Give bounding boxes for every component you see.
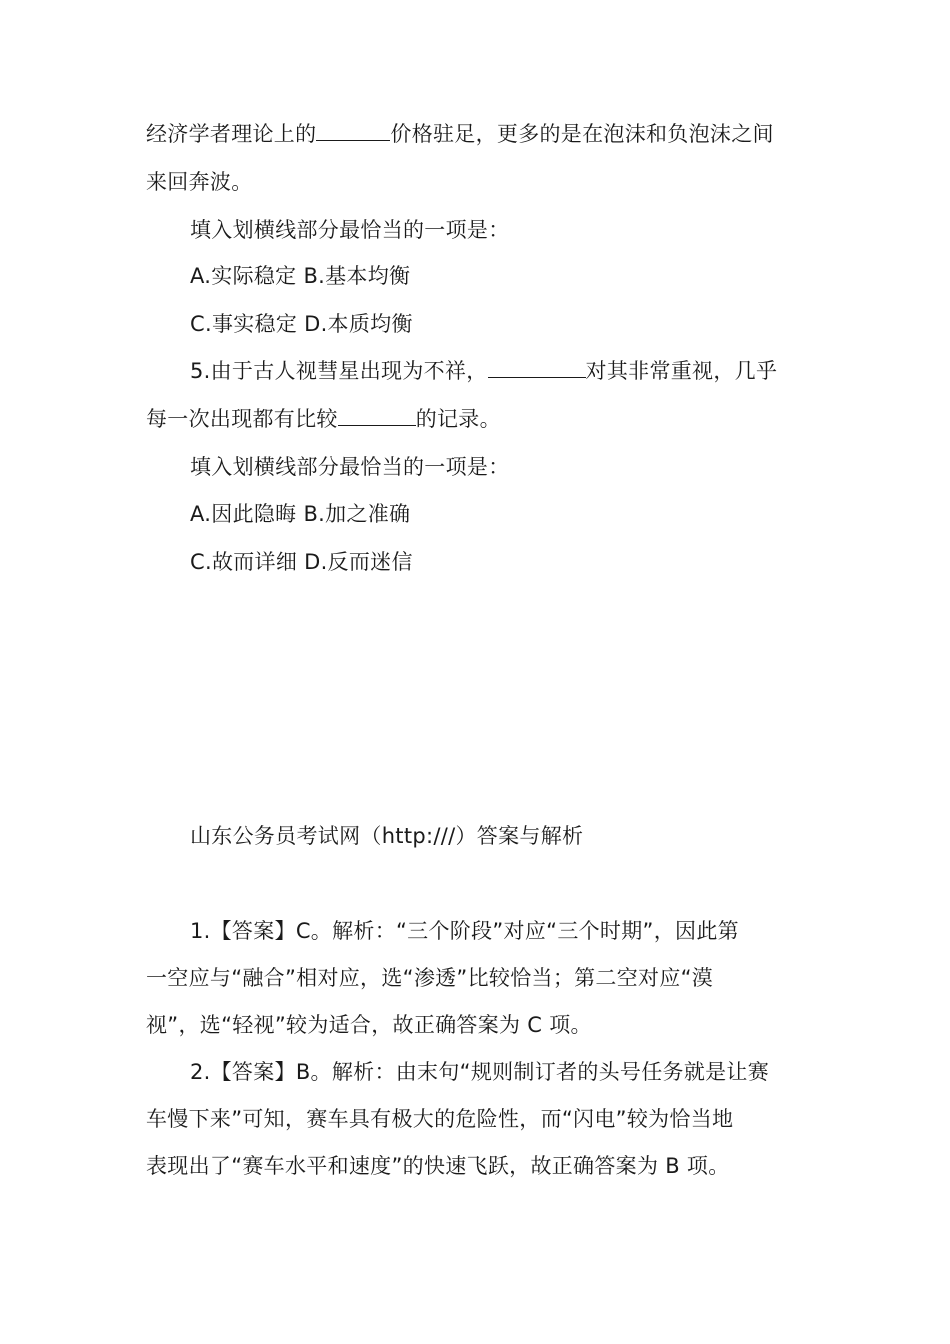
answer1-line-1: 1.【答案】C。解析：“三个阶段”对应“三个时期”，因此第 <box>190 919 739 943</box>
q5-text-line-1 <box>190 357 816 385</box>
answer2-line-1: 2.【答案】B。解析：由末句“规则制订者的头号任务就是让赛 <box>190 1060 770 1084</box>
answer1-line-3: 视”，选“轻视”较为适合，故正确答案为 C 项。 <box>146 1013 592 1037</box>
answer2-line-2: 车慢下来”可知，赛车具有极大的危险性，而“闪电”较为恰当地 <box>146 1107 734 1131</box>
q4-text-line-1 <box>146 120 816 148</box>
fill-in-blank <box>488 359 586 378</box>
q5-prompt: 填入划横线部分最恰当的一项是： <box>190 455 510 479</box>
q5-text-line-2-part1: 每一次出现都有比较 <box>146 407 338 431</box>
q4-text-line-2: 来回奔波。 <box>146 170 253 194</box>
q4-text-line-1-part1: 经济学者理论上的 <box>146 122 317 146</box>
fill-in-blank <box>338 407 416 426</box>
q5-options-row-2: C.故而详细 D.反而迷信 <box>190 550 413 574</box>
q5-text-line-1-part1: 5.由于古人视彗星出现为不祥， <box>190 359 488 383</box>
q5-text-line-1-part2: 对其非常重视，几乎 <box>585 359 778 383</box>
q4-options-row-2: C.事实稳定 D.本质均衡 <box>190 312 413 336</box>
answers-heading: 山东公务员考试网（http:///）答案与解析 <box>190 824 584 848</box>
q4-text-line-1-part2: 价格驻足，更多的是在泡沫和负泡沫之间 <box>390 122 774 146</box>
q4-options-row-1: A.实际稳定 B.基本均衡 <box>190 264 411 288</box>
answer2-line-3: 表现出了“赛车水平和速度”的快速飞跃，故正确答案为 B 项。 <box>146 1154 730 1178</box>
fill-in-blank <box>316 122 390 141</box>
answer1-line-2: 一空应与“融合”相对应，选“渗透”比较恰当；第二空对应“漠 <box>146 966 714 990</box>
q5-text-line-2-part2: 的记录。 <box>415 407 501 431</box>
q5-options-row-1: A.因此隐晦 B.加之准确 <box>190 502 411 526</box>
q4-prompt: 填入划横线部分最恰当的一项是： <box>190 218 510 242</box>
q5-text-line-2 <box>146 405 816 433</box>
